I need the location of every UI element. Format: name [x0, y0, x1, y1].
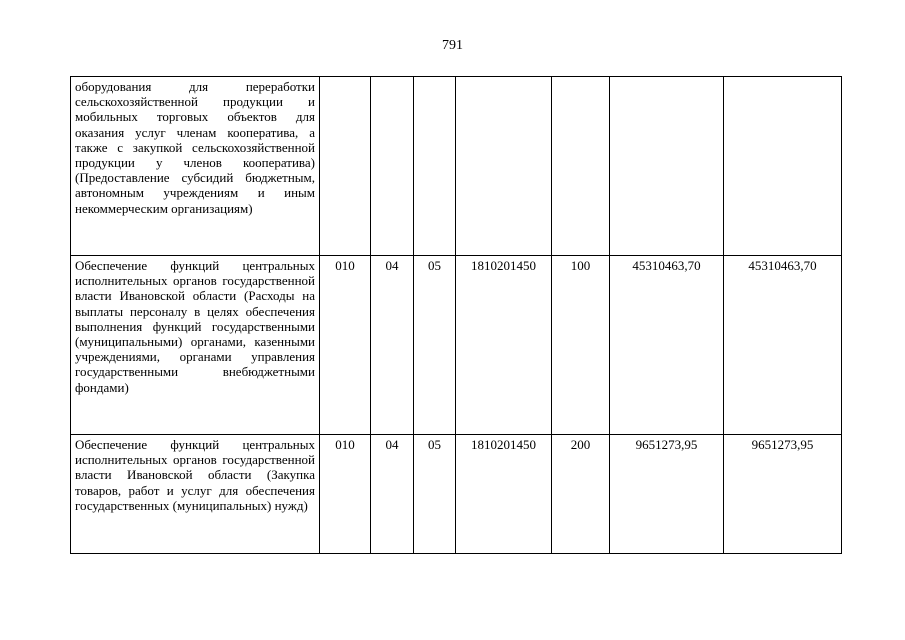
row-code	[320, 77, 371, 256]
row-target	[456, 77, 552, 256]
budget-table	[70, 76, 842, 554]
table-row	[71, 77, 842, 256]
row-expense-type: 100	[552, 256, 610, 435]
row-section	[371, 77, 414, 256]
table-row	[71, 435, 842, 554]
row-description: Обеспечение функций центральных исполнительных органов государственной власти Ивановской области (Расходы на выплаты персоналу в целях обеспечения выполнения функций государственными (муниципальными) органами, казенными учреждениями, органами управления государственными внебюджетными фондами)	[71, 256, 320, 435]
row-amount-1	[610, 77, 724, 256]
row-amount-1: 9651273,95	[610, 435, 724, 554]
row-section: 04	[371, 256, 414, 435]
row-amount-2: 9651273,95	[724, 435, 842, 554]
row-amount-2	[724, 77, 842, 256]
row-expense-type	[552, 77, 610, 256]
page-number: 791	[442, 38, 463, 53]
table-row	[71, 256, 842, 435]
row-description: оборудования для переработки сельскохозяйственной продукции и мобильных торговых объектов для оказания услуг членам кооператива, а также с закупкой сельскохозяйственной продукции у членов кооператива) (Предоставление субсидий бюджетным, автономным учреждениям и иным некоммерческим организациям)	[71, 77, 320, 256]
row-subsection: 05	[414, 256, 456, 435]
row-description: Обеспечение функций центральных исполнительных органов государственной власти Ивановской области (Закупка товаров, работ и услуг для обеспечения государственных (муниципальных) нужд)	[71, 435, 320, 554]
row-section: 04	[371, 435, 414, 554]
row-code: 010	[320, 256, 371, 435]
row-expense-type: 200	[552, 435, 610, 554]
row-target: 1810201450	[456, 256, 552, 435]
row-amount-1: 45310463,70	[610, 256, 724, 435]
row-subsection	[414, 77, 456, 256]
row-code: 010	[320, 435, 371, 554]
row-subsection: 05	[414, 435, 456, 554]
row-amount-2: 45310463,70	[724, 256, 842, 435]
row-target: 1810201450	[456, 435, 552, 554]
